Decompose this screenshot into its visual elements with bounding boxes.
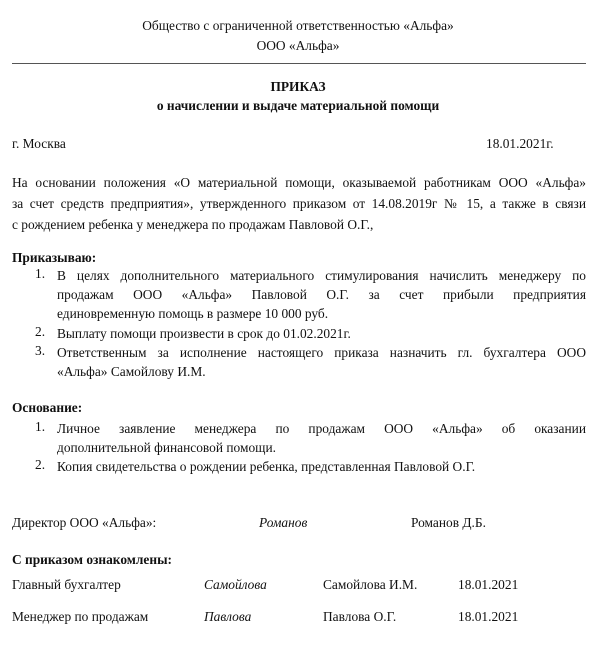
acknowledged-heading: С приказом ознакомлены: (12, 552, 172, 567)
list-item-line: Копия свидетельства о рождении ребенка, представленная Павловой О.Г. (57, 459, 476, 474)
list-item-line: единовременную помощь в размере 10 000 руб. (57, 306, 329, 321)
list-item-line: Выплату помощи произвести в срок до 01.02.2021г. (57, 326, 351, 341)
position: Главный бухгалтер (12, 577, 121, 592)
list-item-line: Ответственным за исполнение настоящего приказа назначить гл. бухгалтера ООО (57, 345, 586, 360)
document-title: ПРИКАЗ (270, 79, 326, 94)
city: г. Москва (12, 136, 66, 151)
order-date: 18.01.2021г. (486, 136, 554, 151)
organization-short-name: ООО «Альфа» (256, 38, 340, 53)
document-subtitle: о начислении и выдаче материальной помощи (156, 98, 440, 113)
signature: Павлова (204, 609, 252, 624)
basis-paragraph (12, 172, 586, 235)
signature: Самойлова (204, 577, 267, 592)
person-name: Самойлова И.М. (323, 577, 418, 592)
grounds-heading: Основание: (12, 400, 83, 415)
director-signature: Романов (259, 515, 308, 530)
list-number: 2. (35, 457, 46, 472)
list-number: 3. (35, 343, 46, 358)
organization-name: Общество с ограниченной ответственностью «Альфа» (142, 18, 454, 33)
list-number: 2. (35, 324, 46, 339)
basis-paragraph-line: с рождением ребенка у менеджера по продажам Павловой О.Г., (12, 217, 374, 232)
person-name: Павлова О.Г. (323, 609, 397, 624)
header-divider (12, 63, 586, 64)
director-name: Романов Д.Б. (411, 515, 486, 530)
orders-heading: Приказываю: (12, 250, 97, 265)
ack-date: 18.01.2021 (458, 609, 519, 624)
ack-date: 18.01.2021 (458, 577, 519, 592)
list-item-line: Личное заявление менеджера по продажам ООО «Альфа» об оказании (57, 421, 586, 436)
list-item-line: дополнительной финансовой помощи. (57, 440, 276, 455)
list-number: 1. (35, 419, 46, 434)
basis-paragraph-line: На основании положения «О материальной помощи, оказываемой работникам ООО «Альфа» (12, 175, 586, 190)
basis-paragraph-line: за счет средств предприятия», утвержденного приказом от 14.08.2019г № 15, а также в связи (12, 196, 586, 211)
list-item-line: В целях дополнительного материального стимулирования начислить менеджеру по (57, 268, 586, 283)
list-item-line: «Альфа» Самойлову И.М. (57, 364, 206, 379)
director-label: Директор ООО «Альфа»: (12, 515, 157, 530)
position: Менеджер по продажам (12, 609, 149, 624)
list-number: 1. (35, 266, 46, 281)
list-item-line: продажам ООО «Альфа» Павловой О.Г. за счет прибыли предприятия (57, 287, 586, 302)
